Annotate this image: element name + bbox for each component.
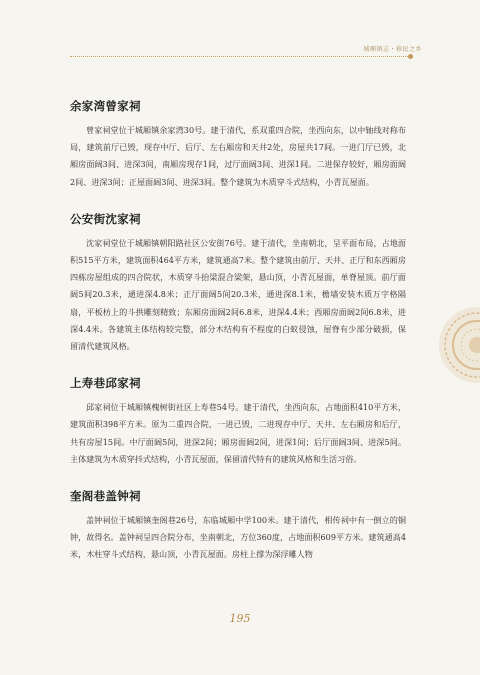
section-zeng-ancestral-hall [70, 98, 406, 191]
section-title: 上寿巷邱家祠 [70, 376, 141, 391]
section-gaizhong-ancestral-hall [70, 488, 406, 564]
page-content [70, 98, 406, 572]
section-body: 邱家祠位于城厢镇槐树街社区上寿巷54号。建于清代，坐西向东，占地面积410平方米，建筑面积398平方米。原为二重四合院，一进已毁，二进现存中厅、天井、左右厢房和后厅，共有房屋15间。中厅面阔5间，进深2间；厢房面阔2间，进深1间；后厅面阔3间、进深5间。主体建筑为木质穿抖式结构，小青瓦屋面，保留清代特有的建筑风格和生活习俗。 [70, 402, 406, 464]
section-body: 盖钟祠位于城厢镇奎阁巷26号，东临城厢中学100米。建于清代，相传祠中有一倒立的铜钟，故得名。盖钟祠呈四合院分布，坐南朝北，方位360度，占地面积609平方米。建筑通高4米，木柱穿斗式结构，悬山顶，小青瓦屋面。房柱上撑为深浮雕人物 [70, 515, 406, 560]
header-rule [70, 56, 410, 57]
section-title: 奎阁巷盖钟祠 [70, 489, 141, 504]
section-body: 沈家祠堂位于城厢镇朝阳路社区公安街76号。建于清代，坐南朝北，呈平面布局，占地面积515平方米，建筑面积464平方米，建筑通高7米。整个建筑由前厅、天井、正厅和东西厢房四栋房屋组成的四合院状，木质穿斗抬梁混合梁架，悬山顶，小青瓦屋面，单脊屋顶。前厅面阔5间20.3米，通进深4.8米；正厅面阔5间20.3米，通进深8.1米，檐墙安装木质万字格隔扇，平板枋上的斗拱雕刻精致；东厢房面阔2间6.8米，进深4.4米；西厢房面阔2间6.8米，进深4.4米。各建筑主体结构较完整，部分木结构有不程度的白蚁侵蚀，屋脊有少部分破损，保留清代建筑风格。 [70, 237, 406, 352]
running-header: 城厢镇志・移民之乡 [363, 46, 422, 53]
section-qiu-ancestral-hall [70, 375, 406, 468]
section-title: 余家湾曾家祠 [70, 99, 141, 113]
decorative-seal-icon [437, 305, 480, 385]
section-body: 曾家祠堂位于城厢镇余家湾30号。建于清代，系双重四合院，坐西向东，以中轴线对称布局，建筑前厅已毁，现存中厅、后厅、左右厢房和天井2处，房屋共17间。一进门厅已毁，北厢房面阔3间、进深3间，南厢房现存1间，过厅面阔3间、进深1间。二进保存较好，厢房面阔2间、进深3间；正屋面阔3间、进深3间。整个建筑为木质穿斗式结构，小青瓦屋面。 [70, 125, 406, 187]
section-title: 公安街沈家祠 [70, 211, 141, 226]
header-dot [408, 54, 413, 59]
section-shen-ancestral-hall [70, 211, 406, 355]
page-number: 195 [229, 612, 251, 625]
